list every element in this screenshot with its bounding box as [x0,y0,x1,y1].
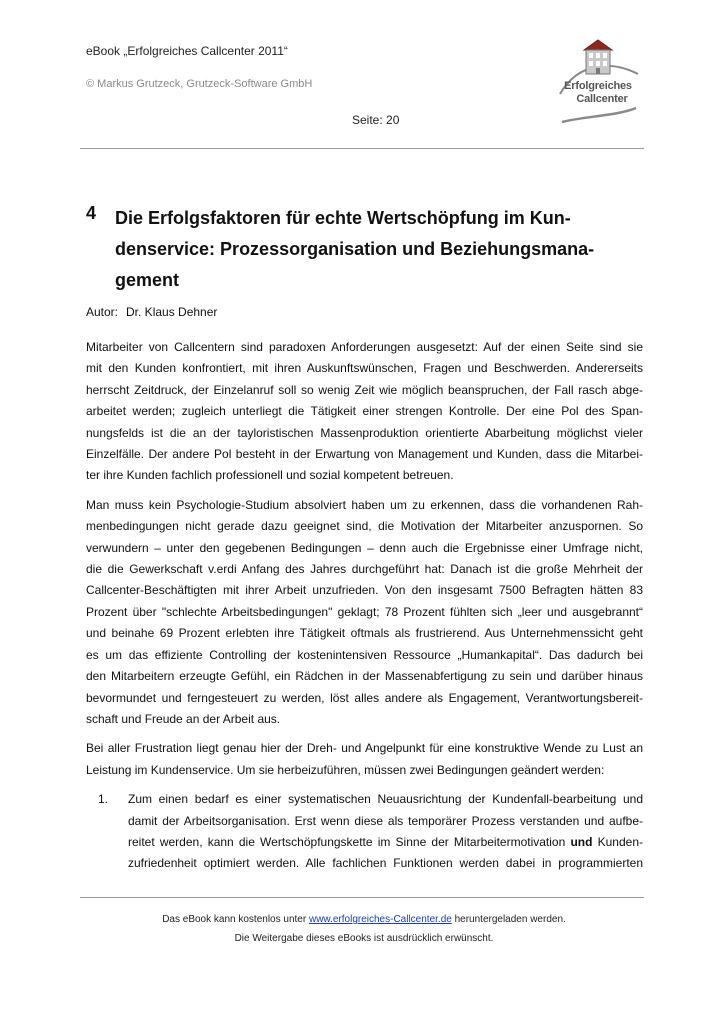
text-line: es um das effiziente Controlling der kostenintensiven Ressource „Humankapital“. Das dadurch bei [86,647,643,662]
chapter-title-line: denservice: Prozessorganisation und Beziehungsmana- [115,239,595,259]
text-line: Callcenter-Beschäftigten mit ihrer Arbeit unzufrieden. Von den insgesamt 7500 Befragten hätten 83 [86,583,643,598]
logo-text-line1: Erfolgreiches [564,80,632,92]
chapter-number: 4 [86,203,97,223]
text-line: Bei aller Frustration liegt genau hier der Dreh- und Angelpunkt für eine konstruktive Wende zu Lust an [86,741,643,756]
page-number: Seite: 20 [352,113,400,127]
brand-logo [556,36,640,124]
text-line: schaft und Freude an der Arbeit aus. [86,711,281,726]
logo-text-line2: Callcenter [576,93,628,105]
author-name: Dr. Klaus Dehner [126,305,218,319]
text-line: damit der Arbeitsorganisation. Erst wenn diese als temporärer Prozess verstanden und aufbe- [128,813,643,828]
list-number: 1. [98,792,109,807]
text-line: nungsfelds ist die an der tayloristischen Massenproduktion orientierte Abarbeitung möglichst vieler [86,425,643,440]
text-segment: Kunden- [597,834,643,849]
text-line: verwundern – unter den gegebenen Bedingungen – denn auch die Ergebnisse einer Umfrage nicht, [86,540,643,555]
header-title: eBook „Erfolgreiches Callcenter 2011“ [86,44,288,58]
chapter-title-line: Die Erfolgsfaktoren für echte Wertschöpfung im Kun- [115,208,571,228]
text-line: Mitarbeiter von Callcentern sind paradoxen Anforderungen ausgesetzt: Auf der einen Seite sind sie [86,340,643,354]
footer-text: heruntergeladen werden. [454,914,566,925]
text-line: herrscht Zeitdruck, der Einzelanruf soll so wenig Zeit wie möglich beanspruchen, der Fall rasch abge- [86,382,643,397]
header-divider [80,148,644,149]
text-line: Leistung im Kundenservice. Um sie herbeizuführen, müssen zwei Bedingungen geändert werden: [86,762,605,777]
text-line: menbedingungen nicht gerade dazu geeignet sind, die Motivation der Mitarbeiter anzuspornen. So [86,519,643,534]
list-item [86,789,643,875]
text-line [128,832,643,853]
footer-divider [80,897,644,898]
header-copyright: © Markus Grutzeck, Grutzeck-Software GmbH [86,78,313,90]
website-link[interactable]: www.erfolgreiches-Callcenter.de [308,914,452,925]
paragraph [86,495,643,730]
text-line: Einzelfälle. Der andere Pol besteht in der Erwartung von Management und Kunden, dass die Mitarbei- [86,447,643,462]
footer-sharing-note: Die Weitergabe dieses eBooks ist ausdrücklich erwünscht. [234,933,494,944]
text-line: den Mitarbeitern erzeugte Gefühl, ein Rädchen in der Massenabfertigung zu sein und darüber hinaus [86,669,643,684]
text-line: arbeitet werden; zugleich unterliegt die Tätigkeit einer strengen Kontrolle. Der eine Pol des Span- [86,404,643,419]
text-line: mit den Kunden konfrontiert, mit ihren Auskunftswünschen, Fragen und Beschwerden. Andererseits [86,361,643,376]
text-line: Prozent über "schlechte Arbeitsbedingungen" geklagt; 78 Prozent fühlten sich „leer und ausgebrannt“ [86,604,643,619]
text-line: zufriedenheit optimiert werden. Alle fachlichen Funktionen werden dabei in programmierten [128,856,643,871]
paragraph [86,337,643,487]
author-label: Autor: [86,305,119,319]
author-line [86,305,217,319]
text-line: bevormundet und ferngesteuert zu werden, löst alles andere als Engagement, Verantwortungsbereit- [86,690,643,705]
text-segment: reitet werden, kann die Wertschöpfungskette im Sinne der Mitarbeitermotivation [128,834,566,849]
body-text [86,337,643,875]
text-line: ter ihre Kunden fachlich professionell und sozial kompetent betreuen. [86,468,454,483]
text-line: Man muss kein Psychologie-Studium absolviert haben um zu erkennen, dass die vorhandenen Rah- [86,497,643,512]
footer-download-note [0,914,728,925]
chapter-title-line: gement [115,270,180,290]
paragraph [86,738,643,781]
chapter-title [115,203,650,296]
footer-text: Das eBook kann kostenlos unter [162,914,307,925]
emphasis-und: und [570,834,593,849]
text-line: und beinahe 69 Prozent erlebten ihre Tätigkeit oftmals als frustrierend. Aus Unternehmenssicht geht [86,626,643,641]
text-line: die die Gewerkschaft v.erdi Anfang des Jahres durchgeführt hat: Danach ist die große Mehrheit der [86,562,643,577]
text-line: Zum einen bedarf es einer systematischen Neuausrichtung der Kundenfall-bearbeitung und [128,792,643,807]
numbered-list [86,789,643,875]
